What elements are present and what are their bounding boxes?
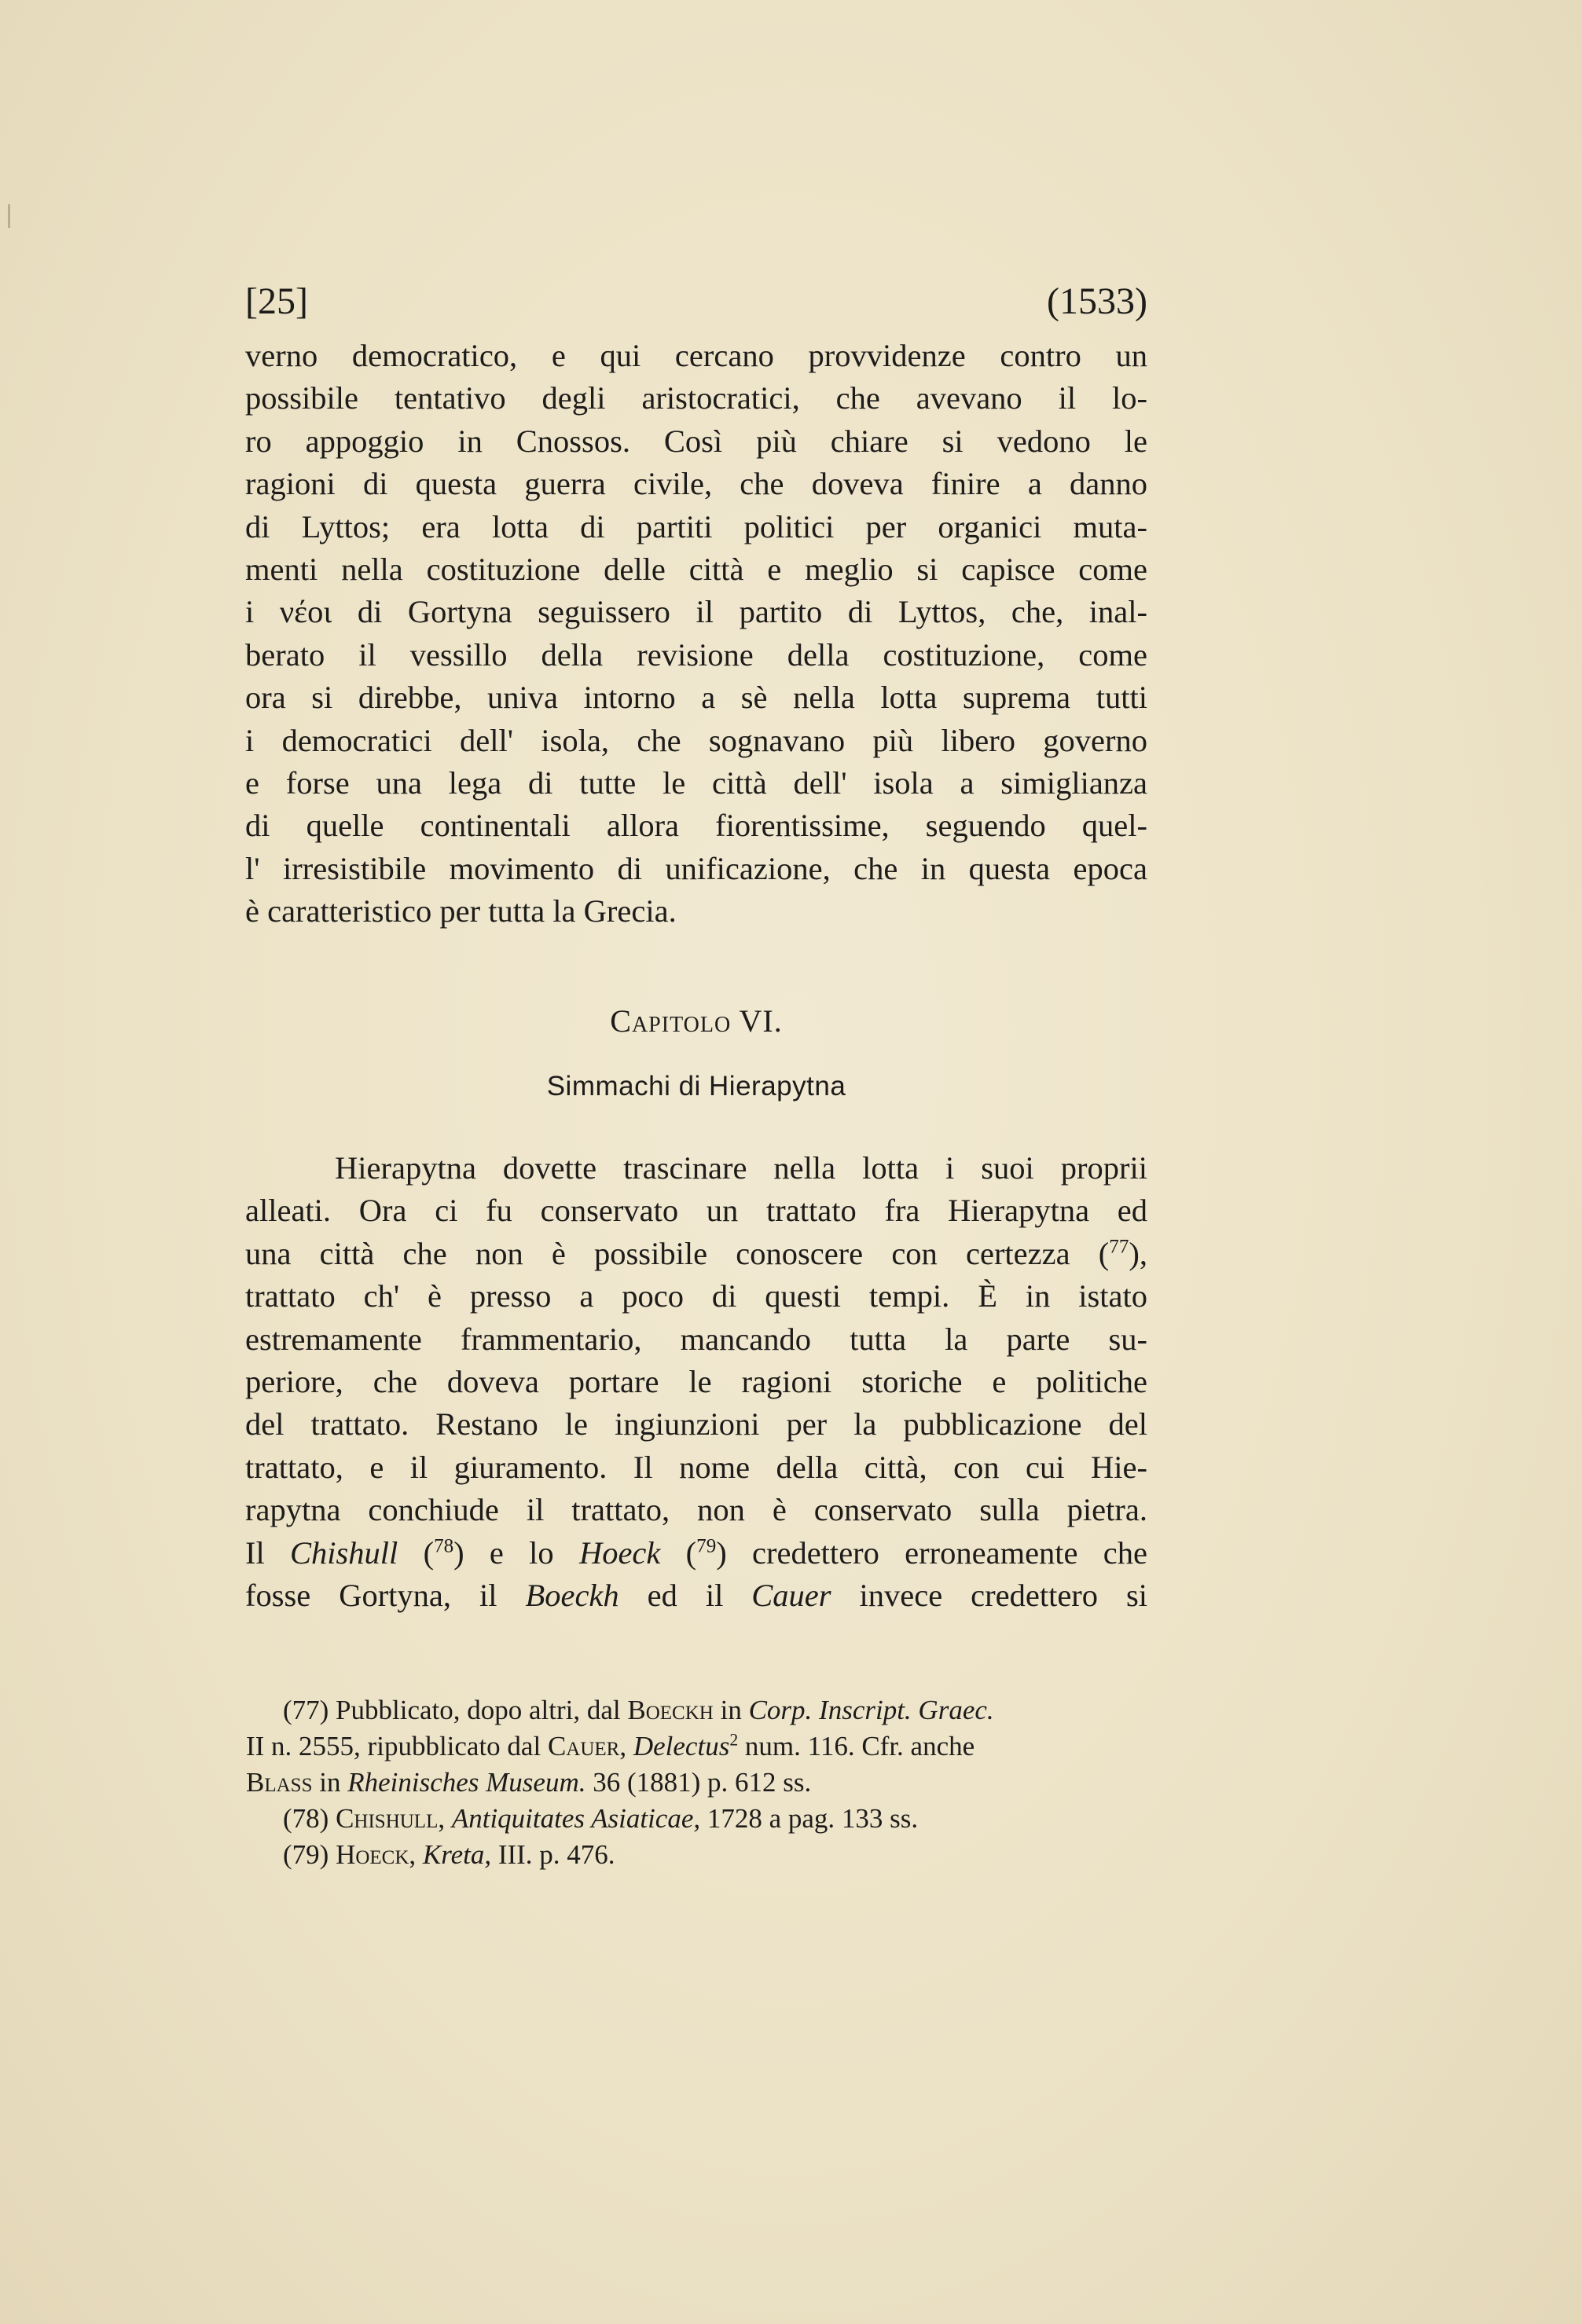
text-segment: una città che non è possibile conoscere con certezza (: [245, 1235, 1110, 1271]
text-line: e forse una lega di tutte le città dell' isola a simiglianza: [245, 765, 1147, 801]
text-line: [245, 1233, 1147, 1275]
text-segment: (: [660, 1534, 697, 1571]
footnote-ref-78[interactable]: 78: [434, 1535, 454, 1557]
author-name: Hoeck: [336, 1839, 409, 1870]
text-segment: ) credettero erroneamente che: [716, 1534, 1147, 1571]
margin-mark: [8, 204, 10, 228]
text-line: i democratici dell' isola, che sognavano più libero governo: [245, 722, 1147, 758]
text-line: alleati. Ora ci fu conservato un trattato fra Hierapytna ed: [245, 1193, 1147, 1229]
text-segment: ,: [409, 1839, 423, 1870]
author-name: Chishull: [336, 1803, 439, 1834]
page-number-right: (1533): [1047, 280, 1147, 322]
footnote-78: [283, 1801, 1149, 1837]
text-segment: 36 (1881) p. 612 ss.: [585, 1767, 812, 1798]
text-line: del trattato. Restano le ingiunzioni per la pubblicazione del: [245, 1406, 1147, 1442]
author-name: Boeckh: [525, 1578, 619, 1614]
text-segment: in: [312, 1767, 348, 1798]
author-name: Cauer: [547, 1731, 620, 1761]
work-title: Corp. Inscript. Graec.: [748, 1695, 994, 1725]
work-title: Antiquitates Asiaticae,: [451, 1803, 701, 1834]
text-line: Hierapytna dovette trascinare nella lotta i suoi proprii: [335, 1150, 1147, 1186]
footnote-ref-77[interactable]: 77: [1109, 1236, 1129, 1258]
author-name: Blass: [246, 1767, 313, 1798]
footnote-79: [283, 1837, 1149, 1873]
footnote-77-cont: [246, 1765, 1149, 1801]
text-segment: (79): [283, 1839, 336, 1870]
text-segment: in: [713, 1695, 749, 1725]
text-line: di quelle continentali allora fiorentissime, seguendo quel-: [245, 808, 1147, 844]
text-line: possibile tentativo degli aristocratici, che avevano il lo-: [245, 380, 1147, 416]
text-segment: ) e lo: [453, 1534, 579, 1571]
text-line: ragioni di questa guerra civile, che doveva finire a danno: [245, 466, 1147, 502]
work-title: Delectus: [633, 1731, 730, 1761]
author-name: Chishull: [290, 1534, 398, 1571]
edition-superscript: 2: [729, 1730, 739, 1750]
text-line: verno democratico, e qui cercano provvidenze contro un: [245, 338, 1147, 373]
text-line: trattato, e il giuramento. Il nome della città, con cui Hie-: [245, 1449, 1147, 1485]
text-line: l' irresistibile movimento di unificazione, che in questa epoca: [245, 850, 1147, 886]
text-line: [245, 1532, 1147, 1574]
text-line: ro appoggio in Cnossos. Così più chiare si vedono le: [245, 423, 1147, 459]
text-segment: III. p. 476.: [491, 1839, 615, 1870]
text-line: periore, che doveva portare le ragioni storiche e politiche: [245, 1364, 1147, 1400]
text-segment: Il: [245, 1534, 291, 1571]
work-title: Rheinisches Museum.: [347, 1767, 586, 1798]
chapter-title: Capitolo VI.: [610, 1003, 783, 1039]
footnote-ref-79[interactable]: 79: [696, 1535, 717, 1557]
text-segment: ,: [619, 1731, 633, 1761]
text-segment: II n. 2555, ripubblicato dal: [246, 1731, 548, 1761]
text-segment: ,: [438, 1803, 452, 1834]
author-name: Cauer: [751, 1578, 831, 1614]
text-segment: ed il: [618, 1578, 752, 1614]
text-line: ora si direbbe, univa intorno a sè nella lotta suprema tutti: [245, 680, 1147, 716]
text-line: è caratteristico per tutta la Grecia.: [245, 893, 677, 929]
text-line: berato il vessillo della revisione della costituzione, come: [245, 636, 1147, 673]
text-line: di Lyttos; era lotta di partiti politici per organici muta-: [245, 508, 1147, 544]
text-segment: (: [398, 1534, 435, 1571]
footnotes: [246, 1692, 1149, 1873]
text-line: estremamente frammentario, mancando tutta la parte su-: [245, 1321, 1147, 1357]
text-line: rapytna conchiude il trattato, non è conservato sulla pietra.: [245, 1492, 1147, 1528]
author-name: Hoeck: [578, 1534, 661, 1571]
text-segment: ),: [1129, 1235, 1147, 1271]
work-title: Kreta,: [422, 1839, 492, 1870]
paragraph-chapter-opening: [245, 1147, 1147, 1617]
text-segment: invece credettero si: [831, 1578, 1147, 1614]
text-segment: 1728 a pag. 133 ss.: [700, 1803, 919, 1834]
text-line: i νέοι di Gortyna seguissero il partito di Lyttos, che, inal-: [245, 594, 1147, 630]
text-segment: fosse Gortyna, il: [245, 1578, 526, 1614]
paragraph-continuation: [245, 335, 1147, 933]
text-line: trattato ch' è presso a poco di questi tempi. È in istato: [245, 1278, 1147, 1314]
text-line: [245, 1574, 1147, 1617]
page-number-left: [25]: [245, 280, 308, 322]
page-header: [245, 280, 1147, 327]
footnote-77-cont: [246, 1728, 1149, 1765]
text-segment: num. 116. Cfr. anche: [738, 1731, 975, 1761]
text-segment: (78): [283, 1803, 336, 1834]
text-line: menti nella costituzione delle città e meglio si capisce come: [245, 552, 1147, 588]
author-name: Boeckh: [627, 1695, 714, 1725]
chapter-subtitle: Simmachi di Hierapytna: [546, 1071, 846, 1102]
footnote-77: [283, 1692, 1149, 1728]
text-segment: (77) Pubblicato, dopo altri, dal: [283, 1695, 628, 1725]
